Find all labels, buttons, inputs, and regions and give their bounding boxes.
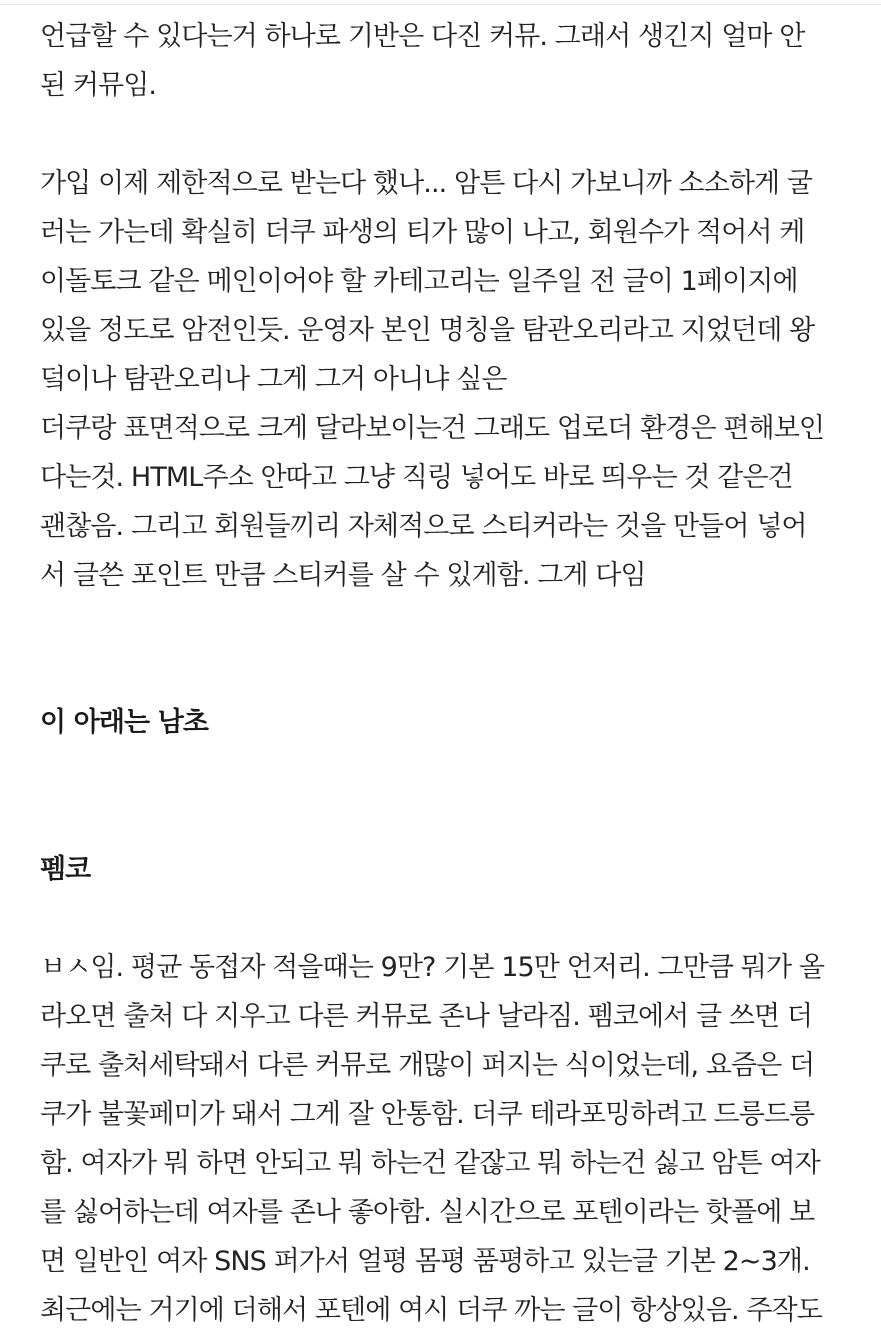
section-heading-pemco: 펨코 [40,854,91,885]
text-line: 면 일반인 여자 SNS 퍼가서 얼평 몸평 품평하고 있는글 기본 2~3개. [40,1246,810,1277]
text-line: 라오면 출처 다 지우고 다른 커뮤로 존나 날라짐. 펨코에서 글 쓰면 더 [40,1001,813,1032]
text-line: 다는것. HTML주소 안따고 그냥 직링 넣어도 바로 띄우는 것 같은건 [40,462,793,493]
article-body [40,12,880,1335]
blank-line [40,110,880,159]
section-heading-below-note: 이 아래는 남초 [40,707,209,738]
text-line: 된 커뮤임. [40,70,157,101]
text-line: 가입 이제 제한적으로 받는다 했나... 암튼 다시 가보니까 소소하게 굴 [40,168,813,199]
blank-line [40,894,880,943]
paragraph-pemco [40,943,880,1335]
text-line: 를 싫어하는데 여자를 존나 좋아함. 실시간으로 포텐이라는 핫플에 보 [40,1197,815,1228]
text-line: 함. 여자가 뭐 하면 안되고 뭐 하는건 같잖고 뭐 하는건 싫고 암튼 여자 [40,1148,820,1179]
text-line: 언급할 수 있다는거 하나로 기반은 다진 커뮤. 그래서 생긴지 얼마 안 [40,21,805,52]
text-line: 이돌토크 같은 메인이어야 할 카테고리는 일주일 전 글이 1페이지에 [40,266,798,297]
text-line: ㅂㅅ임. 평균 동접자 적을때는 9만? 기본 15만 언저리. 그만큼 뭐가 올 [40,952,825,983]
blank-line [40,600,880,698]
text-line: 쿠가 불꽃페미가 돼서 그게 잘 안통함. 더쿠 테라포밍하려고 드릉드릉 [40,1099,815,1130]
text-line: 러는 가는데 확실히 더쿠 파생의 티가 많이 나고, 회원수가 적어서 케 [40,217,805,248]
text-line: 최근에는 거기에 더해서 포텐에 여시 더쿠 까는 글이 항상있음. 주작도 [40,1295,822,1326]
text-line: 서 글쓴 포인트 만큼 스티커를 살 수 있게함. 그게 다임 [40,560,646,591]
top-divider [0,4,881,5]
text-line: 더쿠랑 표면적으로 크게 달라보이는건 그래도 업로더 환경은 편해보인 [40,413,825,444]
text-line: 괜찮음. 그리고 회원들끼리 자체적으로 스티커라는 것을 만들어 넣어 [40,511,807,542]
text-line: 있을 정도로 암전인듯. 운영자 본인 명칭을 탐관오리라고 지었던데 왕 [40,315,815,346]
text-line: 쿠로 출처세탁돼서 다른 커뮤로 개많이 퍼지는 식이었는데, 요즘은 더 [40,1050,815,1081]
text-line: 덬이나 탐관오리나 그게 그거 아니냐 싶은 [40,364,507,395]
blank-line [40,747,880,845]
paragraph-body [40,159,880,600]
paragraph-intro [40,12,880,110]
